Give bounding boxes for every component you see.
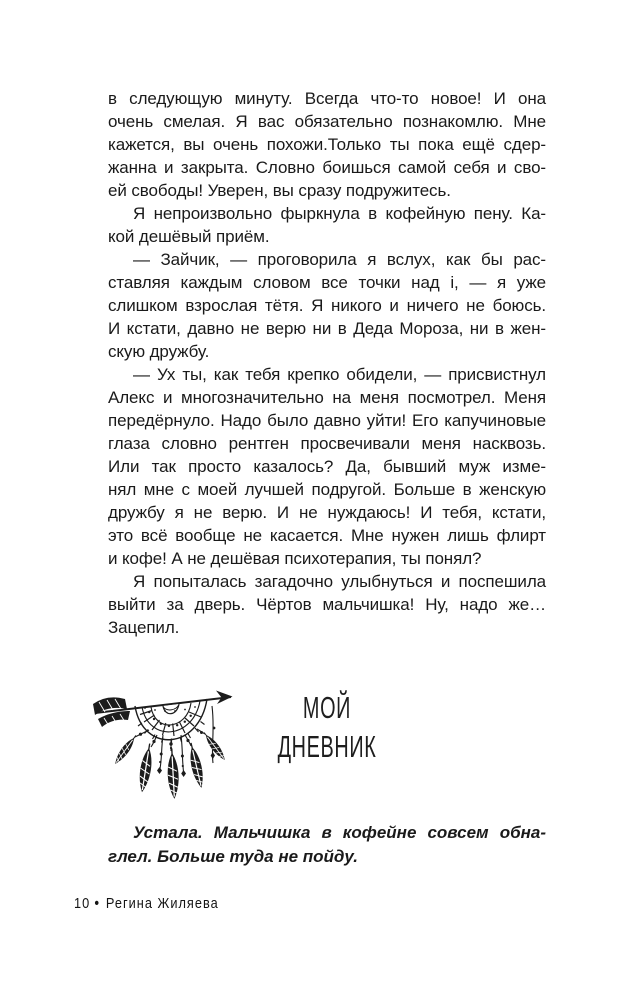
text-line: передёрнуло. Надо было давно уйти! Его капучиновые bbox=[108, 411, 546, 430]
text-line: — Ух ты, как тебя крепко обидели, — присвистнул bbox=[133, 365, 546, 384]
feather-icon bbox=[137, 743, 155, 793]
story-text bbox=[108, 87, 546, 639]
text-line: в следующую минуту. Всегда что-то новое! И она bbox=[108, 89, 546, 108]
paragraph bbox=[108, 363, 546, 570]
text-line: это всё вообще не касается. Мне нужен лишь флирт bbox=[108, 526, 546, 545]
diary-heading-line-1: МОЙ bbox=[302, 690, 352, 725]
text-line: Я попыталась загадочно улыбнуться и поспешила bbox=[133, 572, 546, 591]
text-line: слишком взрослая тётя. Я никого и ничего не боюсь. bbox=[108, 296, 546, 315]
feather-icon bbox=[186, 742, 206, 789]
text-line: ей свободы! Уверен, вы сразу подружитесь. bbox=[108, 181, 451, 200]
paragraph bbox=[108, 87, 546, 202]
paragraph bbox=[108, 248, 546, 363]
diary-entry bbox=[108, 821, 546, 869]
text-line: жанна и закрыта. Словно боишься самой себя и сво- bbox=[108, 158, 546, 177]
text-line: кой дешёвый приём. bbox=[108, 227, 270, 246]
text-line: Устала. Мальчишка в кофейне совсем обна- bbox=[133, 823, 546, 842]
text-line: дружбу я не верю. И не нуждаюсь! И тебя, кстати, bbox=[108, 503, 546, 522]
page-footer bbox=[74, 895, 219, 912]
text-line: Зацепил. bbox=[108, 618, 180, 637]
paragraph bbox=[108, 570, 546, 639]
text-line: Или так просто казалось? Да, бывший муж изме- bbox=[108, 457, 546, 476]
text-line: скую дружбу. bbox=[108, 342, 210, 361]
paragraph bbox=[108, 202, 546, 248]
diary-heading bbox=[276, 688, 378, 766]
text-line: И кстати, давно не верю ни в Деда Мороза, ни в жен- bbox=[108, 319, 546, 338]
text-line: — Зайчик, — проговорила я вслух, как бы рас- bbox=[133, 250, 546, 269]
text-line: глаза словно рентген просвечивали меня насквозь. bbox=[108, 434, 546, 453]
text-line: глел. Больше туда не пойду. bbox=[108, 847, 358, 866]
text-line: и кофе! А не дешёвая психотерапия, ты понял? bbox=[108, 549, 482, 568]
page-number: 10 bbox=[74, 895, 91, 912]
bullet-separator: • bbox=[94, 895, 100, 912]
text-line: выйти за дверь. Чёртов мальчишка! Ну, надо же… bbox=[108, 595, 546, 614]
text-line: Алекс и многозначительно на меня посмотрел. Меня bbox=[108, 388, 546, 407]
diary-heading-line-2: ДНЕВНИК bbox=[277, 729, 377, 764]
text-line: ставляя каждым словом все точки над i, — я уже bbox=[108, 273, 546, 292]
feather-icon bbox=[166, 748, 179, 799]
feather-icon bbox=[201, 730, 228, 762]
text-line: Я непроизвольно фыркнула в кофейную пену. Ка- bbox=[133, 204, 546, 223]
feather-icon bbox=[112, 733, 139, 766]
arrow-icon bbox=[93, 691, 233, 728]
text-line: нял мне с моей лучшей подругой. Больше в женскую bbox=[108, 480, 546, 499]
dreamcatcher-illustration bbox=[85, 676, 245, 810]
mandala-icon bbox=[135, 699, 207, 744]
text-line: очень смелая. Я вас обязательно познакомлю. Мне bbox=[108, 112, 546, 131]
author-name: Регина Жиляева bbox=[105, 895, 219, 912]
text-line: кажется, вы очень похожи.Только ты пока ещё сдер- bbox=[108, 135, 546, 154]
